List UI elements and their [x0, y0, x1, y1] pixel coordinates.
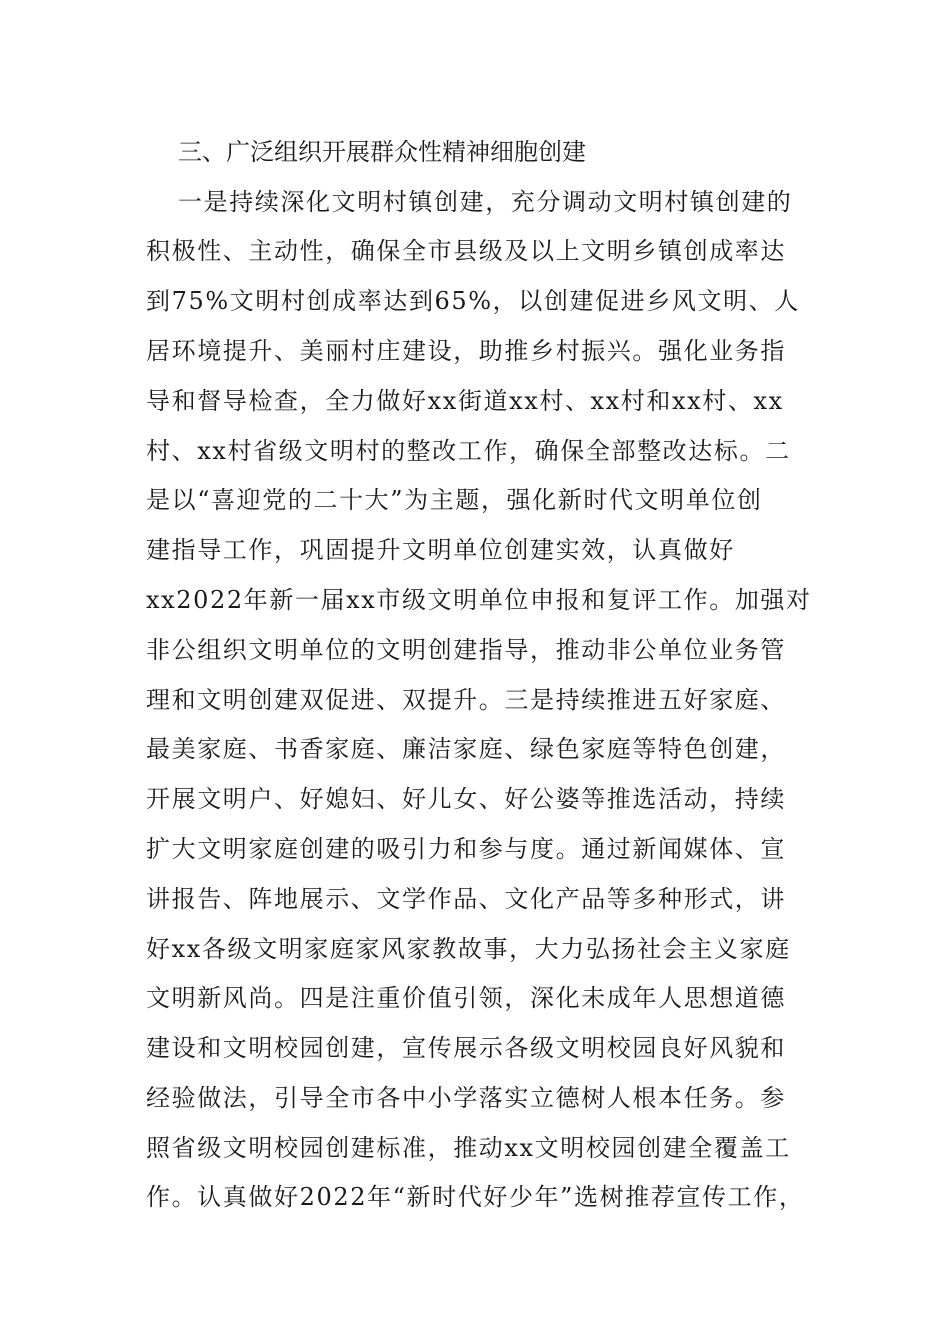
text-line: 到75%文明村创成率达到65%，以创建促进乡风文明、人 — [146, 287, 800, 315]
text-line: 经验做法，引导全市各中小学落实立德树人根本任务。参 — [146, 1084, 786, 1112]
text-line: 居环境提升、美丽村庄建设，助推乡村振兴。强化业务指 — [146, 337, 786, 365]
text-line: 文明新风尚。四是注重价值引领，深化未成年人思想道德 — [146, 984, 786, 1012]
text-line: 非公组织文明单位的文明创建指导，推动非公单位业务管 — [146, 636, 786, 664]
text-line: xx2022年新一届xx市级文明单位申报和复评工作。加强对 — [146, 586, 812, 614]
text-line: 讲报告、阵地展示、文学作品、文化产品等多种形式，讲 — [146, 885, 786, 913]
text-line: 积极性、主动性，确保全市县级及以上文明乡镇创成率达 — [146, 237, 786, 265]
text-line: 是以“喜迎党的二十大”为主题，强化新时代文明单位创 — [146, 486, 763, 514]
text-line: 最美家庭、书香家庭、廉洁家庭、绿色家庭等特色创建， — [146, 735, 786, 763]
text-line: 扩大文明家庭创建的吸引力和参与度。通过新闻媒体、宣 — [146, 835, 786, 863]
text-line: 好xx各级文明家庭家风家教故事，大力弘扬社会主义家庭 — [146, 935, 791, 963]
text-line: 照省级文明校园创建标准，推动xx文明校园创建全覆盖工 — [146, 1134, 791, 1162]
text-line: 建指导工作，巩固提升文明单位创建实效，认真做好 — [146, 536, 735, 564]
text-line: 作。认真做好2022年“新时代好少年”选树推荐宣传工作， — [146, 1183, 805, 1211]
text-line: 导和督导检查，全力做好xx街道xx村、xx村和xx村、xx — [146, 387, 784, 415]
section-heading: 三、广泛组织开展群众性精神细胞创建 — [178, 138, 586, 166]
text-line: 开展文明户、好媳妇、好儿女、好公婆等推选活动，持续 — [146, 785, 786, 813]
text-line: 村、xx村省级文明村的整改工作，确保全部整改达标。二 — [146, 437, 791, 465]
text-line: 建设和文明校园创建，宣传展示各级文明校园良好风貌和 — [146, 1034, 786, 1062]
text-line: 一是持续深化文明村镇创建，充分调动文明村镇创建的 — [178, 188, 793, 216]
text-line: 理和文明创建双促进、双提升。三是持续推进五好家庭、 — [146, 686, 786, 714]
